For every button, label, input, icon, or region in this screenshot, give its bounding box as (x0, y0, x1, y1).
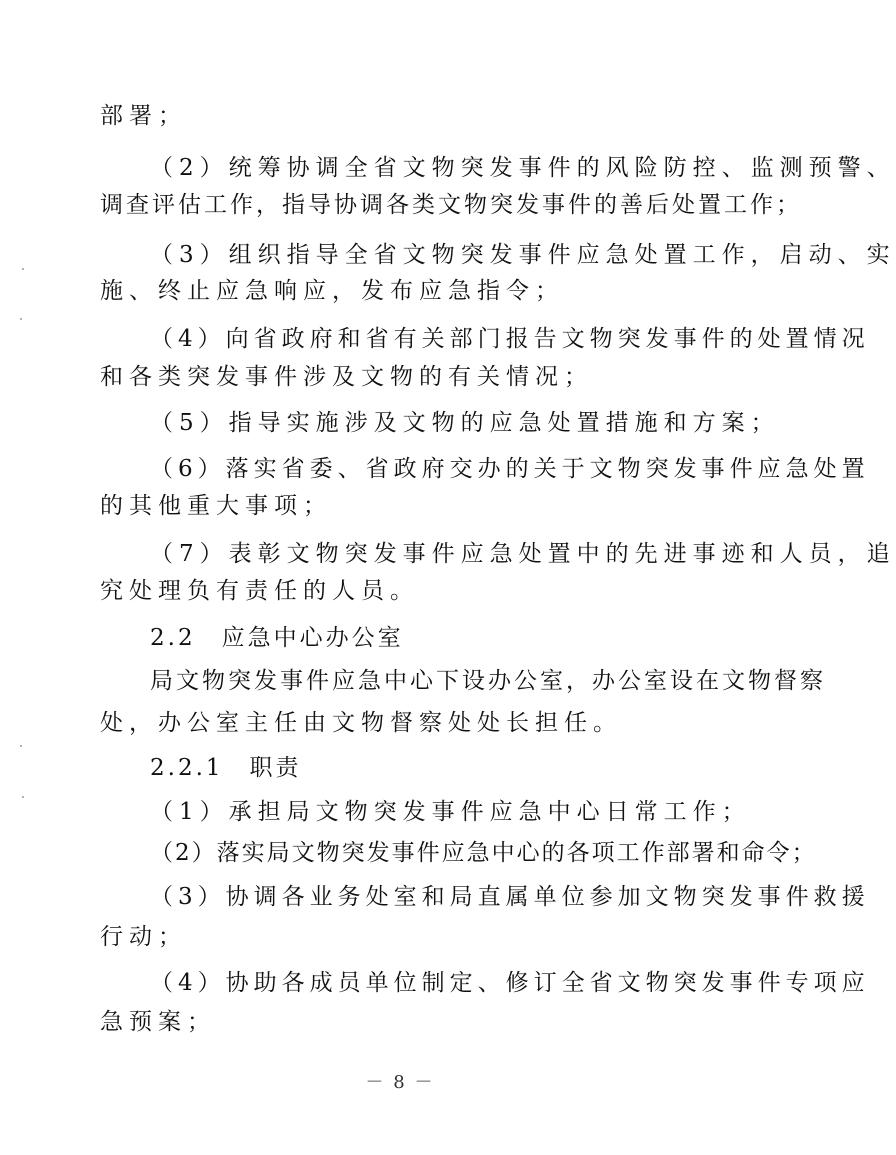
scan-speck (22, 268, 24, 270)
scan-speck (20, 318, 22, 320)
text-line-5: 施、终止应急响应，发布应急指令； (100, 278, 564, 304)
section-heading-2-2-1: 2.2.1 职责 (150, 755, 302, 781)
section-heading-2-2: 2.2 应急中心办公室 (150, 625, 404, 651)
text-line-19: （3）协调各业务处室和局直属单位参加文物突发事件救援 (150, 884, 870, 910)
scan-speck (20, 745, 22, 747)
text-line-8: （5）指导实施涉及文物的应急处置措施和方案； (150, 410, 780, 436)
text-line-7: 和各类突发事件涉及文物的有关情况； (100, 364, 593, 390)
scan-speck (22, 796, 24, 798)
text-line-21: （4）协助各成员单位制定、修订全省文物突发事件专项应 (150, 970, 870, 996)
text-line-4: （3）组织指导全省文物突发事件应急处置工作，启动、实 (150, 242, 896, 268)
text-line-10: 的其他重大事项； (100, 493, 332, 519)
page-number: － 8 － (365, 1072, 435, 1093)
text-line-12: 究处理负有责任的人员。 (100, 578, 419, 604)
text-line-11: （7）表彰文物突发事件应急处置中的先进事迹和人员，追 (150, 541, 896, 567)
text-line-22: 急预案； (100, 1009, 216, 1035)
text-line-2: （2）统筹协调全省文物突发事件的风险防控、监测预警、 (150, 155, 896, 181)
text-line-20: 行动； (100, 924, 187, 950)
text-line-3: 调查评估工作，指导协调各类文物突发事件的善后处置工作； (100, 192, 802, 218)
text-line-15: 处，办公室主任由文物督察处处长担任。 (100, 710, 622, 736)
text-line-18: （2）落实局文物突发事件应急中心的各项工作部署和命令； (150, 840, 817, 866)
text-line-6: （4）向省政府和省有关部门报告文物突发事件的处置情况 (150, 326, 870, 352)
text-line-9: （6）落实省委、省政府交办的关于文物突发事件应急处置 (150, 456, 870, 482)
text-line-1: 部署； (100, 103, 187, 129)
text-line-17: （1）承担局文物突发事件应急中心日常工作； (150, 799, 751, 825)
text-line-14: 局文物突发事件应急中心下设办公室，办公室设在文物督察 (150, 668, 826, 694)
